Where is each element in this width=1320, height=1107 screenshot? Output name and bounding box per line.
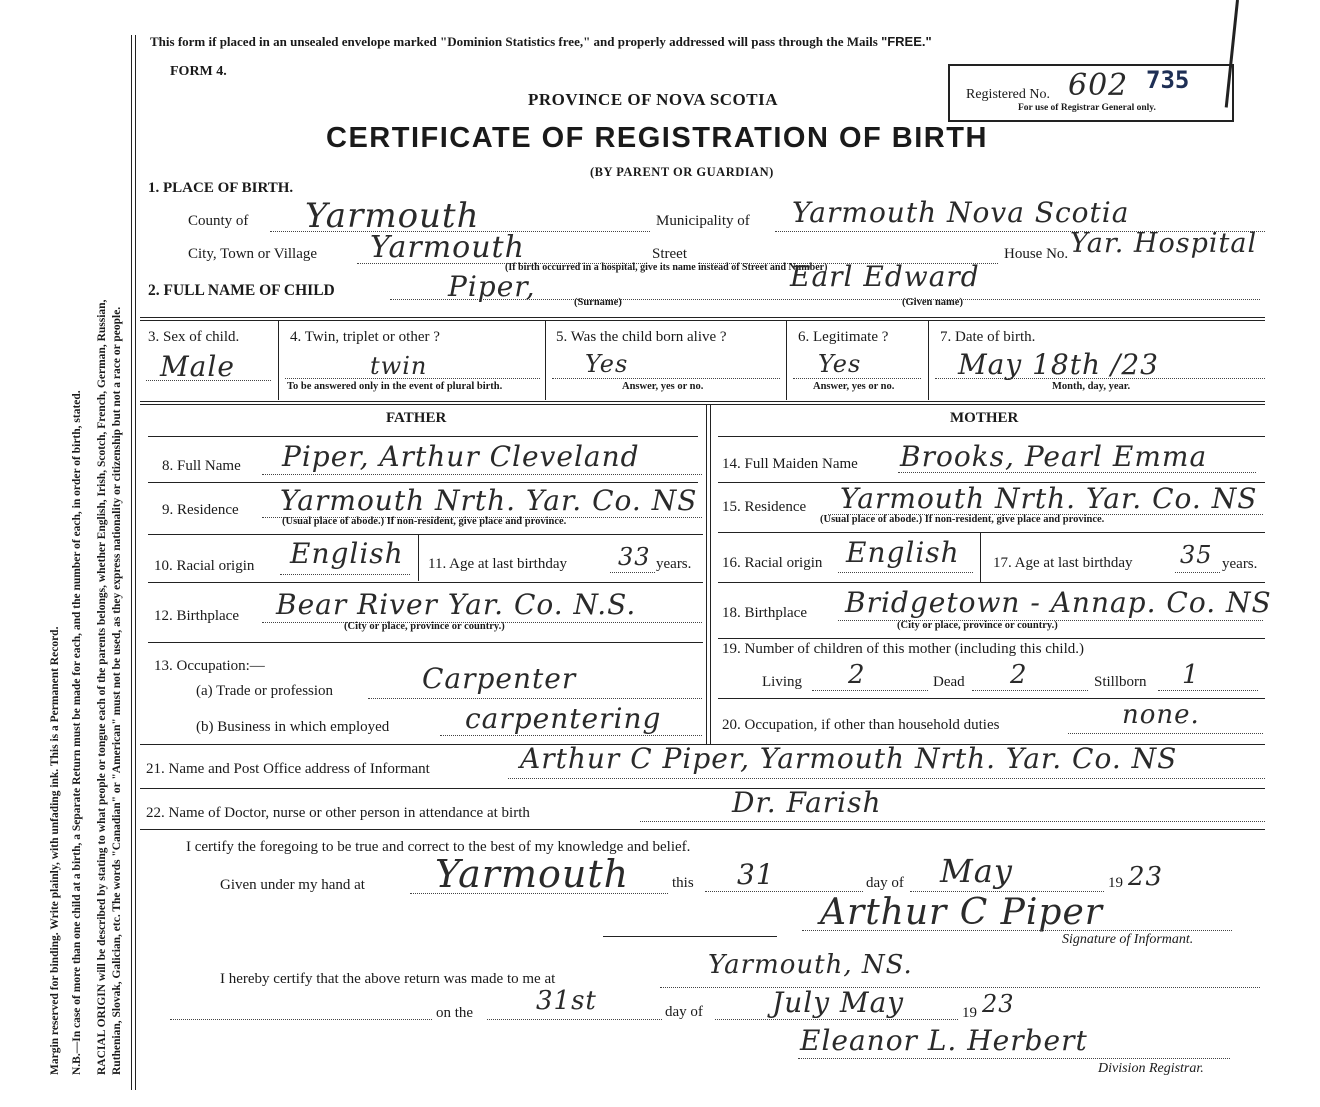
father-birthplace-value: Bear River Yar. Co. N.S. bbox=[276, 588, 637, 621]
mother-name-label: 14. Full Maiden Name bbox=[722, 456, 858, 472]
father-trade-value: Carpenter bbox=[422, 662, 577, 695]
year-prefix: 19 bbox=[1108, 875, 1123, 891]
father-age-unit: years. bbox=[656, 556, 692, 572]
mother-children-label: 19. Number of children of this mother (including this child.) bbox=[722, 641, 1085, 657]
living-label: Living bbox=[762, 674, 802, 690]
county-value: Yarmouth bbox=[305, 196, 480, 236]
registrar-signature: Eleanor L. Herbert bbox=[800, 1024, 1088, 1057]
margin-rule bbox=[131, 35, 132, 1090]
registrar-year-prefix: 19 bbox=[962, 1005, 977, 1021]
mother-heading: MOTHER bbox=[950, 410, 1019, 426]
form-number: FORM 4. bbox=[170, 64, 227, 79]
father-residence-value: Yarmouth Nrth. Yar. Co. NS bbox=[280, 484, 698, 517]
registered-stamp-number: 735 bbox=[1146, 66, 1190, 94]
child-given-value: Earl Edward bbox=[790, 260, 980, 293]
mother-racial-value: English bbox=[846, 536, 960, 569]
father-business-value: carpentering bbox=[465, 702, 662, 735]
given-caption: (Given name) bbox=[902, 297, 963, 308]
doctor-label: 22. Name of Doctor, nurse or other person in attendance at birth bbox=[146, 805, 530, 821]
signature-caption: Signature of Informant. bbox=[1062, 932, 1194, 947]
registrar-statement: I hereby certify that the above return was made to me at bbox=[220, 971, 556, 987]
father-residence-note: (Usual place of abode.) If non-resident, give place and province. bbox=[282, 516, 567, 527]
given-month-value: May bbox=[940, 852, 1013, 890]
margin-note-multiple-births: N.B.—In case of more than one child at a birth, a Separate Return must be made for each, and the number of each, in order of birth, stated. bbox=[71, 390, 83, 1075]
alive-label: 5. Was the child born alive ? bbox=[556, 329, 727, 345]
municipality-label: Municipality of bbox=[656, 213, 750, 229]
alive-note: Answer, yes or no. bbox=[622, 381, 704, 392]
sex-value: Male bbox=[160, 350, 235, 383]
mail-notice: This form if placed in an unsealed envelope marked "Dominion Statistics free," and properly addressed will pass through the Mails "FREE." bbox=[150, 34, 932, 49]
father-name-label: 8. Full Name bbox=[162, 458, 241, 474]
mother-occupation-value: none. bbox=[1122, 700, 1200, 730]
city-label: City, Town or Village bbox=[188, 246, 318, 262]
father-birthplace-note: (City or place, province or country.) bbox=[344, 621, 505, 632]
child-name-label: 2. FULL NAME OF CHILD bbox=[148, 282, 335, 299]
mother-name-value: Brooks, Pearl Emma bbox=[900, 440, 1208, 473]
dead-value: 2 bbox=[1010, 660, 1028, 690]
house-label: House No. bbox=[1004, 246, 1069, 262]
mother-residence-value: Yarmouth Nrth. Yar. Co. NS bbox=[840, 482, 1258, 515]
twin-value: twin bbox=[370, 352, 428, 380]
signature-divider bbox=[603, 936, 777, 937]
registrar-month-value: July May bbox=[772, 986, 905, 1019]
margin-rule-inner bbox=[135, 35, 136, 1090]
mother-residence-label: 15. Residence bbox=[722, 499, 807, 515]
mother-age-unit: years. bbox=[1222, 556, 1258, 572]
registrar-use-note: For use of Registrar General only. bbox=[1018, 103, 1156, 113]
province-heading: PROVINCE OF NOVA SCOTIA bbox=[528, 90, 779, 109]
living-value: 2 bbox=[848, 660, 866, 690]
dob-label: 7. Date of birth. bbox=[940, 329, 1036, 345]
father-age-value: 33 bbox=[618, 543, 651, 571]
mother-occupation-label: 20. Occupation, if other than household duties bbox=[722, 717, 1000, 733]
father-racial-value: English bbox=[290, 537, 404, 570]
doctor-value: Dr. Farish bbox=[732, 786, 882, 819]
father-name-value: Piper, Arthur Cleveland bbox=[282, 440, 640, 473]
informant-signature: Arthur C Piper bbox=[820, 892, 1103, 933]
mother-age-value: 35 bbox=[1180, 541, 1213, 569]
on-the-label: on the bbox=[436, 1005, 474, 1021]
mother-birthplace-note: (City or place, province or country.) bbox=[897, 620, 1058, 631]
dayof-label: day of bbox=[866, 875, 904, 891]
legitimate-note: Answer, yes or no. bbox=[813, 381, 895, 392]
father-racial-label: 10. Racial origin bbox=[154, 558, 255, 574]
father-heading: FATHER bbox=[386, 410, 447, 426]
dob-note: Month, day, year. bbox=[1052, 381, 1131, 392]
this-label: this bbox=[672, 875, 694, 891]
municipality-value: Yarmouth Nova Scotia bbox=[792, 196, 1130, 229]
registrar-day-value: 31st bbox=[536, 986, 597, 1016]
registrar-dayof-label: day of bbox=[665, 1004, 703, 1020]
given-day-value: 31 bbox=[737, 858, 775, 891]
twin-label: 4. Twin, triplet or other ? bbox=[290, 329, 440, 345]
registrar-place-value: Yarmouth, NS. bbox=[708, 950, 913, 980]
place-section-label: 1. PLACE OF BIRTH. bbox=[148, 180, 294, 196]
registrar-caption: Division Registrar. bbox=[1098, 1061, 1204, 1076]
legitimate-value: Yes bbox=[818, 350, 862, 378]
given-year-value: 23 bbox=[1128, 862, 1164, 892]
informant-certify-statement: I certify the foregoing to be true and correct to the best of my knowledge and belief. bbox=[186, 839, 691, 855]
county-label: County of bbox=[188, 213, 249, 229]
certificate-title: CERTIFICATE OF REGISTRATION OF BIRTH bbox=[326, 122, 988, 154]
father-age-label: 11. Age at last birthday bbox=[428, 556, 567, 572]
given-place-value: Yarmouth bbox=[435, 852, 630, 896]
registered-hand-number: 602 bbox=[1068, 68, 1129, 103]
binding-margin bbox=[0, 0, 135, 1107]
surname-caption: (Surname) bbox=[574, 297, 622, 308]
mother-birthplace-value: Bridgetown - Annap. Co. NS bbox=[845, 586, 1272, 619]
father-residence-label: 9. Residence bbox=[162, 502, 239, 518]
stillborn-label: Stillborn bbox=[1094, 674, 1147, 690]
margin-note-binding: Margin reserved for binding. Write plainly, with unfading ink. This is a Permanent Record. bbox=[49, 626, 61, 1075]
mother-racial-label: 16. Racial origin bbox=[722, 555, 823, 571]
father-business-label: (b) Business in which employed bbox=[196, 719, 390, 735]
certificate-subtitle: (BY PARENT OR GUARDIAN) bbox=[590, 165, 774, 179]
margin-note-racial-origin-cont: Ruthenian, Slovak, Galician, etc. The words "Canadian" or "American" must not be used, as they express nationality or citizenship but not a race or people. bbox=[111, 306, 123, 1075]
father-occupation-label: 13. Occupation:— bbox=[154, 658, 265, 674]
dead-label: Dead bbox=[933, 674, 965, 690]
stillborn-value: 1 bbox=[1182, 660, 1200, 690]
registrar-year-value: 23 bbox=[982, 990, 1015, 1018]
alive-value: Yes bbox=[585, 350, 629, 378]
street-label: Street bbox=[652, 246, 687, 262]
informant-label: 21. Name and Post Office address of Informant bbox=[146, 761, 430, 777]
dob-value: May 18th /23 bbox=[958, 348, 1159, 381]
mother-birthplace-label: 18. Birthplace bbox=[722, 605, 807, 621]
hospital-note: (If birth occurred in a hospital, give its name instead of Street and Number) bbox=[505, 262, 828, 273]
sex-label: 3. Sex of child. bbox=[148, 329, 240, 345]
house-value: Yar. Hospital bbox=[1070, 228, 1258, 259]
given-under-label: Given under my hand at bbox=[220, 877, 365, 893]
informant-value: Arthur C Piper, Yarmouth Nrth. Yar. Co. NS bbox=[520, 742, 1178, 775]
registered-label: Registered No. bbox=[966, 87, 1050, 102]
mother-residence-note: (Usual place of abode.) If non-resident, give place and province. bbox=[820, 514, 1105, 525]
mail-free: "FREE." bbox=[881, 34, 932, 49]
mother-age-label: 17. Age at last birthday bbox=[993, 555, 1133, 571]
city-value: Yarmouth bbox=[370, 230, 525, 265]
twin-note: To be answered only in the event of plural birth. bbox=[287, 381, 503, 392]
father-trade-label: (a) Trade or profession bbox=[196, 683, 334, 699]
child-surname-value: Piper, bbox=[448, 270, 536, 303]
margin-note-racial-origin: RACIAL ORIGIN will be described by stating to what people or tongue each of the parents belongs, whether English, Irish, Scotch, French, German, Russian, bbox=[96, 299, 108, 1075]
father-birthplace-label: 12. Birthplace bbox=[154, 608, 239, 624]
legitimate-label: 6. Legitimate ? bbox=[798, 329, 889, 345]
